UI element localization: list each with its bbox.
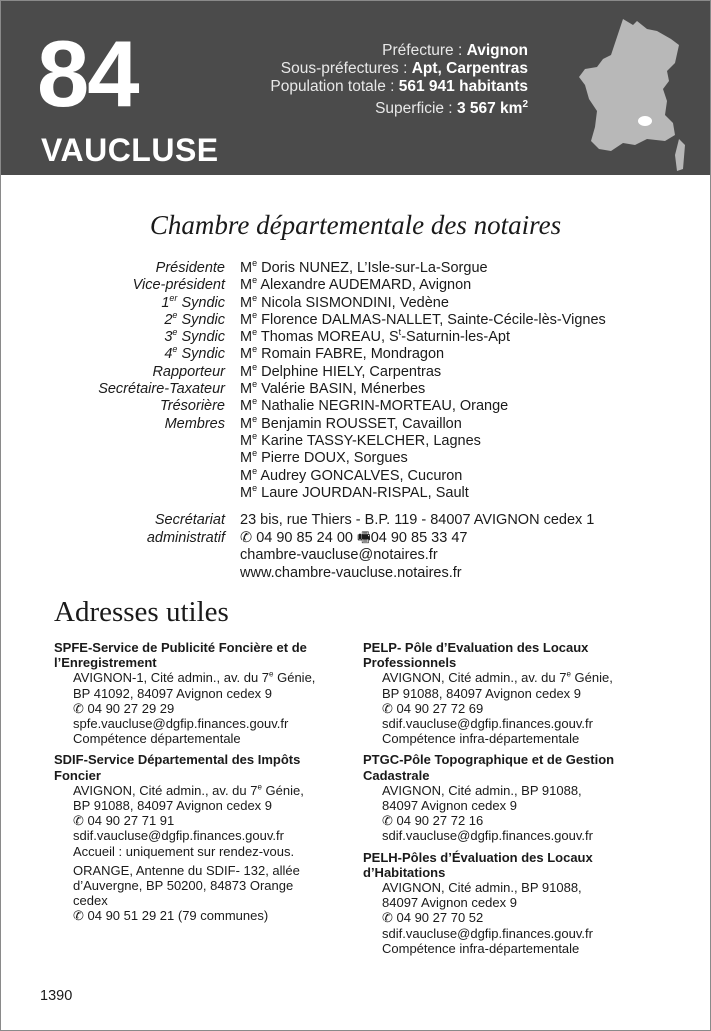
secretariat-website[interactable]: www.chambre-vaucluse.notaires.fr — [240, 564, 462, 581]
adresses-right-column — [363, 640, 663, 962]
member-row — [0, 312, 711, 329]
address-line: ✆ 04 90 27 29 29 — [73, 700, 175, 716]
address-line: ✆ 04 90 27 72 16 — [382, 813, 484, 829]
address-extra — [73, 863, 344, 924]
address-line: 84097 Avignon cedex 9 — [382, 798, 517, 814]
secretariat-fax: 04 90 85 33 47 — [370, 529, 468, 546]
member-role: Présidente — [155, 260, 225, 276]
address-line: 84097 Avignon cedex 9 — [382, 895, 517, 911]
member-row — [0, 292, 711, 312]
chambre-title: Chambre départementale des notaires — [149, 210, 562, 240]
member-row — [0, 329, 711, 346]
member-name: Me Romain FABRE, Mondragon — [240, 344, 445, 363]
address-email[interactable]: sdif.vaucluse@dgfip.finances.gouv.fr — [382, 716, 593, 732]
address-email[interactable]: sdif.vaucluse@dgfip.finances.gouv.fr — [382, 925, 593, 941]
address-email[interactable]: sdif.vaucluse@dgfip.finances.gouv.fr — [73, 828, 284, 844]
member-name: Me Valérie BASIN, Ménerbes — [240, 379, 426, 398]
phone-icon: ✆ — [240, 529, 257, 546]
member-name: Me Delphine HIELY, Carpentras — [240, 361, 442, 380]
member-name: Me Audrey GONCALVES, Cucuron — [240, 465, 463, 484]
address-line: Compétence infra-départementale — [382, 731, 580, 747]
member-role: 2e Syndic — [164, 310, 225, 328]
member-name: Me Doris NUNEZ, L’Isle-sur-La-Sorgue — [240, 258, 488, 276]
adresses-left-column — [54, 640, 344, 930]
member-row — [0, 381, 711, 398]
france-map-icon — [575, 15, 689, 175]
fax-icon: 🖷 — [356, 529, 371, 546]
member-name: Me Benjamin ROUSSET, Cavaillon — [240, 413, 462, 432]
address-line: ✆ 04 90 51 29 21 (79 communes) — [73, 908, 269, 924]
adresses-title: Adresses utiles — [54, 596, 229, 628]
address-line: AVIGNON, Cité admin., av. du 7e Génie, — [73, 782, 304, 798]
address-line: AVIGNON, Cité admin., BP 91088, — [382, 880, 582, 896]
member-name: Me Karine TASSY-KELCHER, Lagnes — [240, 431, 481, 449]
address-line: AVIGNON, Cité admin., av. du 7e Génie, — [382, 670, 613, 686]
member-role: Membres — [164, 415, 225, 432]
member-row — [0, 433, 711, 450]
member-role: Secrétaire-Taxateur — [98, 381, 225, 398]
address-block-title: PTGC-Pôle Topographique et de Gestion Cadastrale — [363, 752, 615, 783]
member-role: Rapporteur — [152, 363, 225, 380]
member-name: Me Nicola SISMONDINI, Vedène — [240, 292, 449, 311]
address-block-body — [363, 880, 663, 956]
member-name: Me Nathalie NEGRIN-MORTEAU, Orange — [240, 396, 509, 415]
secretariat-email[interactable]: chambre-vaucluse@notaires.fr — [240, 547, 438, 563]
department-header — [1, 1, 710, 175]
member-role: Vice-président — [132, 277, 225, 294]
member-role: 3e Syndic — [164, 327, 225, 346]
address-block-body — [363, 670, 663, 746]
address-email[interactable]: spfe.vaucluse@dgfip.finances.gouv.fr — [73, 716, 289, 732]
member-row — [0, 413, 711, 433]
address-line: ORANGE, Antenne du SDIF- 132, allée — [73, 862, 300, 878]
member-row — [0, 260, 711, 277]
member-role: 4e Syndic — [164, 344, 225, 363]
address-line: BP 91088, 84097 Avignon cedex 9 — [73, 798, 273, 814]
member-role: 1er Syndic — [161, 292, 225, 311]
member-role: Trésorière — [160, 398, 225, 415]
address-block — [54, 640, 344, 746]
member-name: Me Pierre DOUX, Sorgues — [240, 448, 408, 467]
address-line: Accueil : uniquement sur rendez-vous. — [73, 843, 295, 859]
address-line: AVIGNON, Cité admin., BP 91088, — [382, 782, 582, 798]
prefecture-line: Préfecture : Avignon — [382, 42, 528, 59]
address-line: BP 41092, 84097 Avignon cedex 9 — [73, 685, 273, 701]
address-line: ✆ 04 90 27 70 52 — [382, 910, 484, 926]
address-line: ✆ 04 90 27 71 91 — [73, 813, 175, 829]
member-name: Me Florence DALMAS-NALLET, Sainte-Cécile-lès-Vignes — [240, 310, 606, 328]
department-number: 84 — [37, 21, 138, 126]
address-block-body — [54, 670, 344, 746]
address-block — [363, 752, 663, 843]
member-row — [0, 361, 711, 381]
member-row — [0, 485, 711, 502]
address-block — [363, 850, 663, 956]
sous-prefectures-line: Sous-préfectures : Apt, Carpentras — [280, 60, 528, 77]
secretariat-phone-line — [240, 530, 594, 548]
address-line: d’Auvergne, BP 50200, 84873 Orange — [73, 878, 294, 894]
address-block — [363, 640, 663, 746]
address-block-title: SPFE-Service de Publicité Foncière et de l’Enregistrement — [54, 640, 307, 671]
page-number: 1390 — [40, 988, 73, 1004]
address-line: cedex — [73, 893, 108, 909]
member-row — [0, 398, 711, 415]
address-line: Compétence infra-départementale — [382, 940, 580, 956]
secretariat-phone: 04 90 85 24 00 — [256, 529, 353, 546]
address-block — [54, 752, 344, 923]
address-line: ✆ 04 90 27 72 69 — [382, 700, 484, 716]
address-line: AVIGNON-1, Cité admin., av. du 7e Génie, — [73, 670, 316, 686]
member-row — [0, 450, 711, 467]
chambre-members — [0, 260, 711, 502]
member-row — [0, 465, 711, 485]
secretariat-details — [240, 512, 594, 582]
address-block-title: SDIF-Service Départemental des Impôts Foncier — [54, 752, 301, 783]
population-line: Population totale : 561 941 habitants — [270, 78, 528, 95]
member-row — [0, 346, 711, 363]
address-line: Compétence départementale — [73, 731, 241, 747]
member-name: Me Thomas MOREAU, $S^t-Saturnin-les$-Apt — [240, 327, 510, 346]
address-block-title: PELH-Pôles d’Évaluation des Locaux d’Habitations — [363, 849, 593, 880]
member-name: Me Laure JOURDAN-RISPAL, Sault — [240, 483, 469, 501]
secretariat-label-1: Secrétariat — [154, 512, 225, 528]
member-row — [0, 277, 711, 294]
address-line: BP 91088, 84097 Avignon cedex 9 — [382, 685, 582, 701]
department-info — [270, 42, 528, 118]
address-block-title: PELP- Pôle d’Evaluation des Locaux Professionnels — [363, 640, 589, 671]
address-block-body — [363, 783, 663, 844]
address-email[interactable]: sdif.vaucluse@dgfip.finances.gouv.fr — [382, 828, 593, 844]
superficie-line: Superficie : 3 567 $km^2$ — [375, 99, 528, 118]
department-name: VAUCLUSE — [41, 132, 219, 168]
secretariat-label-2: administratif — [146, 529, 225, 546]
secretariat-address: 23 bis, rue Thiers - B.P. 119 - 84007 AVIGNON cedex 1 — [240, 512, 595, 528]
member-name: Me Alexandre AUDEMARD, Avignon — [240, 275, 472, 294]
address-block-body — [54, 783, 344, 924]
